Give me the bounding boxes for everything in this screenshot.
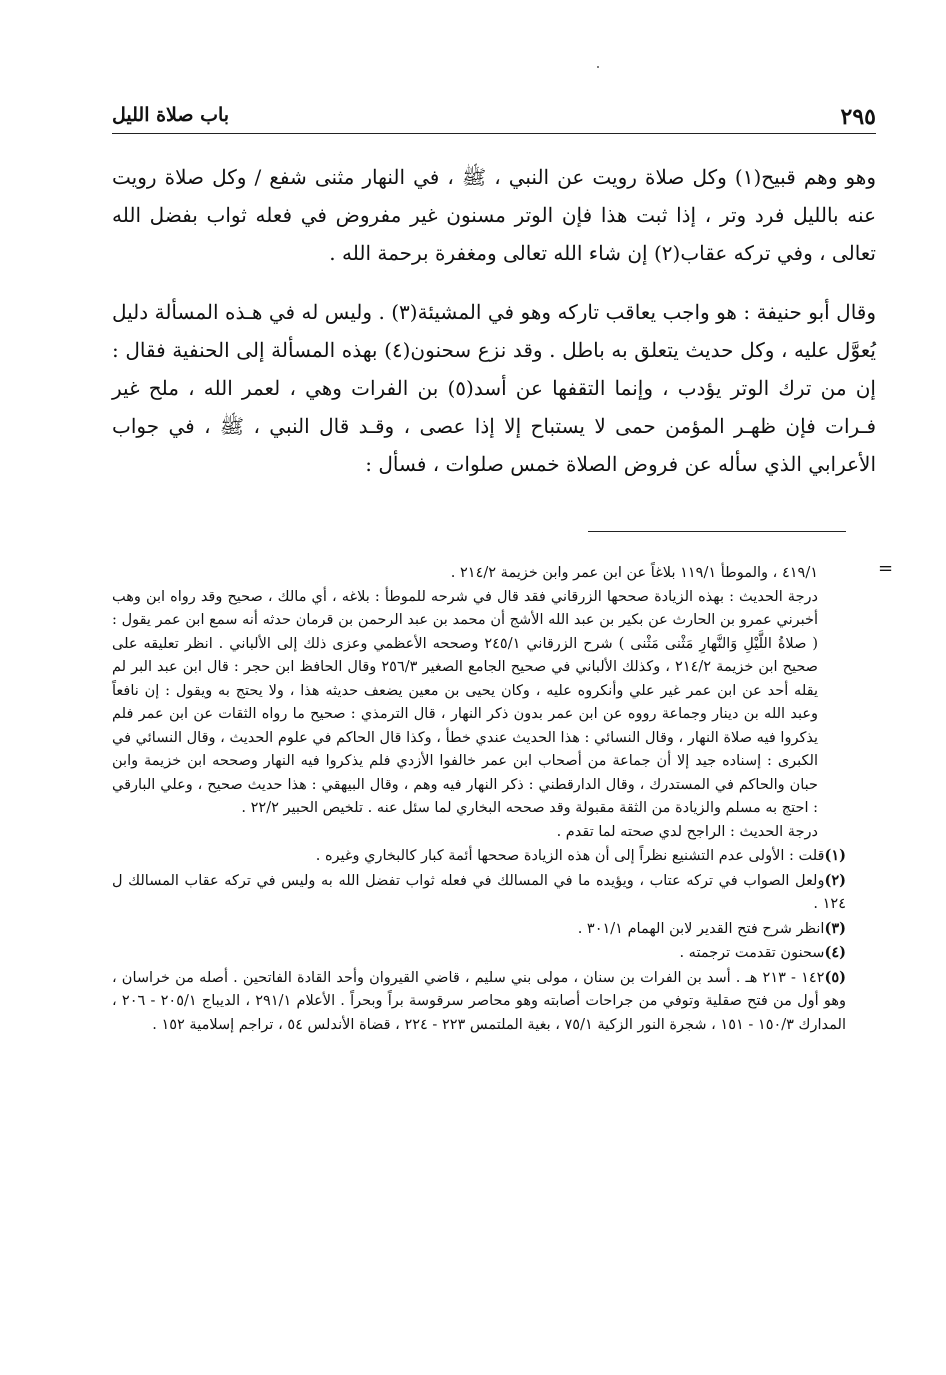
footnotes — [112, 562, 846, 1037]
page-number: ٢٩٥ — [840, 104, 876, 130]
footnote-3 — [112, 917, 846, 942]
running-header — [112, 104, 876, 130]
footnote-number: (١) — [824, 847, 846, 864]
body-paragraph-2: وقال أبو حنيفة : هو واجب يعاقب تاركه وهو في المشيئة(٣) . وليس له في هـذه المسألة دليل يُعوَّل عليه ، وكل حديث يتعلق به باطل . وقد نزع سحنون(٤) بهذه المسألة إلى الحنفية فقال : إن من ترك الوتر يؤدب ، وإنما التقفها عن أسد(٥) بن الفرات وهي ، لعمر الله ، ملح غير فـرات فإن ظهـر المؤمن حمى لا يستباح إلا إذا عصى ، وقـد قال النبي ، ﷺ ، في جواب الأعرابي الذي سأله عن فروض الصلاة خمس صلوات ، فسأل : — [112, 300, 877, 476]
footnote-number: (٤) — [824, 944, 846, 961]
footnote-5 — [112, 966, 846, 1038]
footnote-text: قلت : الأولى عدم التشنيع نظراً إلى أن هذه الزيادة صححها أئمة كبار كالبخاري وغيره . — [315, 848, 825, 864]
scan-dot — [597, 66, 599, 68]
footnote-grade-discussion: درجة الحديث : بهذه الزيادة صححها الزرقاني فقد قال في شرحه للموطأ : بلاغه ، أي مالك ، صحيح وقد رواه ابن وهب أخبرني عمرو بن الحارث عن بكير بن عبد الله الأشج أن محمد بن عبد الرحمن بن قرمان حدثه أنه سمع ابن عمر يقول : ( صلاةُ اللَّيْلِ وَالنَّهارِ مَثْنى مَثْنى ) شرح الزرقاني ٢٤٥/١ وصححه الأعظمي وعزى ذلك إلى الألباني . انظر تعليقه على صحيح ابن خزيمة ٢١٤/٢ ، وكذلك الألباني في صحيح الجامع الصغير ٢٥٦/٣ وقال الحافظ ابن حجر : قال ابن عبد البر لم يقله أحد عن ابن عمر غير علي وأنكروه عليه ، وكان يحيى بن معين يضعف حديثه هذا ، ولا يحتج به ويقول : إن نافعاً وعبد الله بن دينار وجماعة رووه عن ابن عمر بدون ذكر النهار ، قال الترمذي : صحيح ما رواه الثقات عن ابن عمر فلم يذكروا فيه صلاة النهار ، وقال النسائي : هذا الحديث عندي خطأ ، وكذا قال الحاكم في علوم الحديث ، وقال النسائي في الكبرى : إسناده جيد إلا أن جماعة من أصحاب ابن عمر خالفوا الأزدي فلم يذكروا فيه النهار وصححه ابن خزيمة وابن حبان والحاكم في المستدرك ، وقال الدارقطني : ذكر النهار فيه وهم ، وقال البيهقي : هذا حديث صحيح ، وعلي البارقي : احتج به مسلم والزيادة من الثقة مقبولة وقد صححه البخاري لما سئل عنه . تلخيص الحبير ٢٢/٢ . — [112, 588, 818, 816]
footnote-2 — [112, 869, 846, 917]
footnote-text: انظر شرح فتح القدير لابن الهمام ٣٠١/١ . — [577, 920, 825, 937]
footnote-text: سحنون تقدمت ترجمته . — [679, 945, 825, 961]
footnote-rule — [588, 531, 846, 532]
footnote-number: (٥) — [824, 968, 846, 986]
footnote-4 — [112, 941, 846, 966]
footnote-text: ١٤٢ - ٢١٣ هـ . أسد بن الفرات بن سنان ، مولى بني سليم ، قاضي القيروان وأحد القادة الفاتحين . أصله من خراسان ، وهو أول من فتح صقلية وتوفي من جراحات أصابته وهو محاصر سرقوسة براً وبحراً . الأعلام ٢٩١/١ ، الديباج ٢٠٥/١ - ٢٠٦ ، المدارك ١٥٠/٣ - ١٥١ ، شجرة النور الزكية ٧٥/١ ، بغية الملتمس ٢٢٣ - ٢٢٤ ، قضاة الأندلس ٥٤ ، تراجم إسلامية ١٥٢ . — [112, 969, 847, 1033]
footnote-number: (٢) — [824, 871, 846, 889]
continuation-mark: = — [878, 558, 894, 579]
footnote-text: ولعل الصواب في تركه عتاب ، ويؤيده ما في المسالك في فعله ثواب تفضل الله به وليس في تركه عقاب المسالك ل ١٢٤ . — [112, 872, 846, 912]
header-rule — [112, 133, 876, 134]
chapter-title: باب صلاة الليل — [112, 104, 230, 126]
footnote-grade-conclusion: درجة الحديث : الراجح لدي صحته لما تقدم . — [556, 823, 818, 840]
footnote-continued: ٤١٩/١ ، والموطأ ١١٩/١ بلاغاً عن ابن عمر وابن خزيمة ٢١٤/٢ . — [450, 565, 818, 581]
footnote-number: (٣) — [824, 919, 846, 937]
footnote-1 — [112, 844, 846, 869]
body-paragraph-1: وهو وهم قبيح(١) وكل صلاة رويت عن النبي ، ﷺ ، في النهار مثنى شفع / وكل صلاة رويت عنه بالليل فرد وتر ، إذا ثبت هذا فإن الوتر مسنون غير مفروض في فعله ثواب بفضل الله تعالى ، وفي تركه عقاب(٢) إن شاء الله تعالى ومغفرة برحمة الله . — [112, 165, 876, 265]
